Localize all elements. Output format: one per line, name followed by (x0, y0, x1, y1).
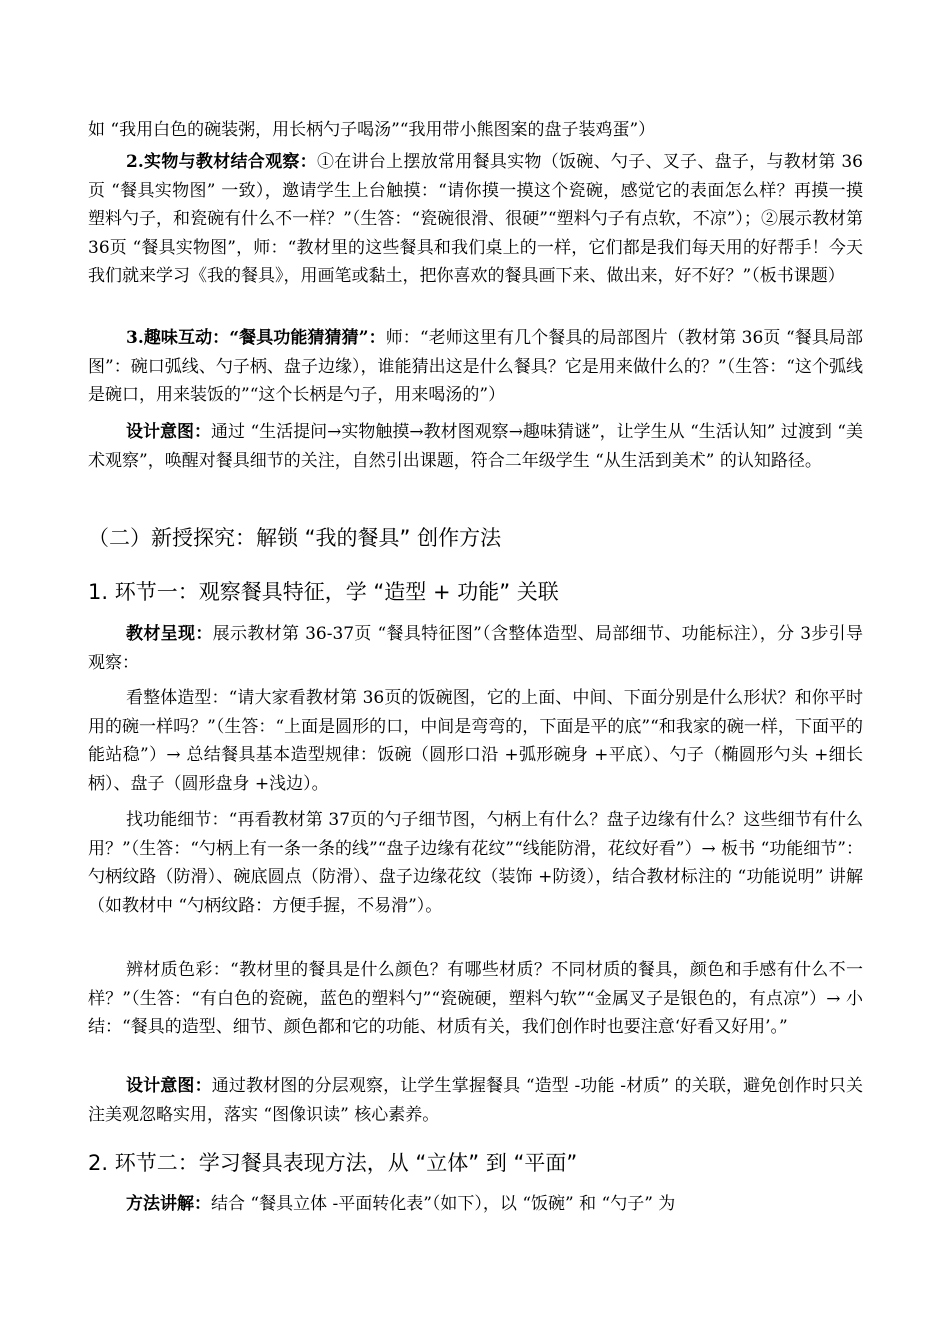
paragraph-overall-shape (88, 684, 863, 798)
paragraph-text: 通过 “生活提问→实物触摸→教材图观察→趣味猜谜”，让学生从 “生活认知” 过渡到 “美术观察”，唤醒对餐具细节的关注，自然引出课题，符合二年级学生 “从生活到美术” 的认知路径。 (88, 422, 863, 471)
paragraph-label: 2.实物与教材结合观察： (126, 152, 317, 172)
paragraph-text: ①在讲台上摆放常用餐具实物（饭碗、勺子、叉子、盘子，与教材第 36页 “餐具实物图” 一致），邀请学生上台触摸：“请你摸一摸这个瓷碗，感觉它的表面怎么样？再摸一摸塑料勺子，和瓷碗有什么不一样？”（生答：“瓷碗很滑、很硬”“塑料勺子有点软，不凉”）；②展示教材第 36页 “餐具实物图”，师：“教材里的这些餐具和我们桌上的一样，它们都是我们每天用的好帮手！今天我们就来学习《我的餐具》，用画笔或黏土，把你喜欢的餐具画下来、做出来，好不好？”（板书课题） (88, 152, 863, 286)
subsection-heading-step-2: 2. 环节二：学习餐具表现方法，从 “立体” 到 “平面” (88, 1151, 578, 1175)
paragraph-design-intent-1 (88, 418, 863, 475)
paragraph-function-details (88, 806, 863, 920)
paragraph-textbook-presentation (88, 620, 863, 677)
paragraph-label: 设计意图： (126, 422, 212, 442)
paragraph-label: 3.趣味互动：“餐具功能猜猜猜”： (126, 328, 386, 348)
paragraph-label: 设计意图： (126, 1076, 212, 1096)
paragraph-object-observation (88, 148, 863, 291)
paragraph-text: 通过教材图的分层观察，让学生掌握餐具 “造型 -功能 -材质” 的关联，避免创作时只关注美观忽略实用，落实 “图像识读” 核心素养。 (88, 1076, 864, 1125)
paragraph-label: 方法讲解： (126, 1194, 211, 1214)
paragraph-label: 教材呈现： (126, 624, 213, 644)
paragraph-material-color (88, 956, 863, 1042)
paragraph-text: 结合 “餐具立体 -平面转化表”（如下），以 “饭碗” 和 “勺子” 为 (211, 1194, 676, 1214)
paragraph-text: 如 “我用白色的碗装粥，用长柄勺子喝汤”“我用带小熊图案的盘子装鸡蛋”） (88, 120, 656, 140)
section-heading-new-teaching: （二）新授探究：解锁 “我的餐具” 创作方法 (88, 526, 502, 550)
paragraph-text: 展示教材第 36-37页 “餐具特征图”（含整体造型、局部细节、功能标注），分 3步引导观察： (88, 624, 864, 673)
paragraph-method-explanation (88, 1190, 863, 1219)
paragraph-text: 看整体造型：“请大家看教材第 36页的饭碗图，它的上面、中间、下面分别是什么形状？和你平时用的碗一样吗？”（生答：“上面是圆形的口，中间是弯弯的，下面是平的底”“和我家的碗一样，下面平的能站稳”）→ 总结餐具基本造型规律：饭碗（圆形口沿 +弧形碗身 +平底）、勺子（椭圆形勺头 +细长柄）、盘子（圆形盘身 +浅边）。 (88, 688, 863, 794)
paragraph-text: 师：“老师这里有几个餐具的局部图片（教材第 36页 “餐具局部图”：碗口弧线、勺子柄、盘子边缘），谁能猜出这是什么餐具？它是用来做什么的？”（生答：“这个弧线是碗口，用来装饭的”“这个长柄是勺子，用来喝汤的”） (88, 328, 863, 405)
paragraph-intro-examples (88, 116, 863, 145)
paragraph-text: 找功能细节：“再看教材第 37页的勺子细节图，勺柄上有什么？盘子边缘有什么？这些细节有什么用？”（生答：“勺柄上有一条一条的线”“盘子边缘有花纹”“线能防滑，花纹好看”）→ 板书 “功能细节”：勺柄纹路（防滑）、碗底圆点（防滑）、盘子边缘花纹（装饰 +防烫），结合教材标注的 “功能说明” 讲解（如教材中 “勺柄纹路：方便手握，不易滑”）。 (88, 810, 863, 916)
paragraph-design-intent-2 (88, 1072, 863, 1129)
paragraph-text: 辨材质色彩：“教材里的餐具是什么颜色？有哪些材质？不同材质的餐具，颜色和手感有什么不一样？”（生答：“有白色的瓷碗，蓝色的塑料勺”“瓷碗硬，塑料勺软”“金属叉子是银色的，有点凉”）→ 小结：“餐具的造型、细节、颜色都和它的功能、材质有关，我们创作时也要注意‘好看又好用’。” (88, 960, 863, 1037)
subsection-heading-step-1: 1. 环节一：观察餐具特征，学 “造型 + 功能” 关联 (88, 580, 559, 604)
paragraph-guessing-game (88, 324, 863, 410)
